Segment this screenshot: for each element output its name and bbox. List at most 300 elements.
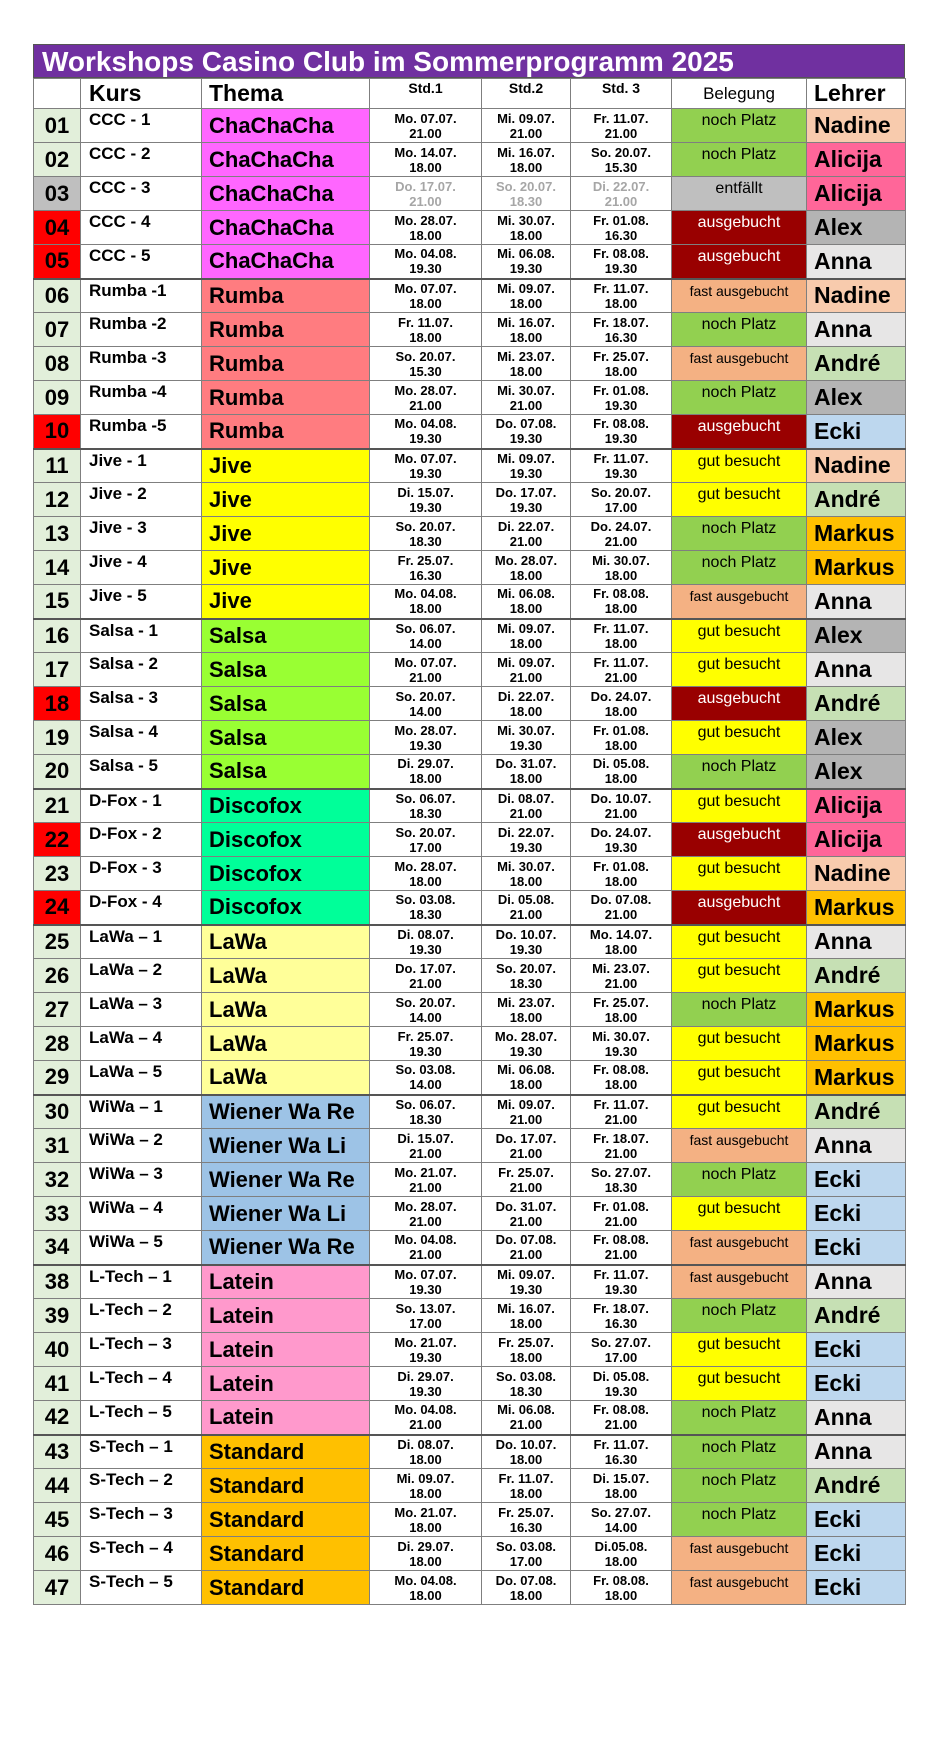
teacher-name: Ecki (807, 1231, 906, 1265)
course-name: WiWa – 1 (81, 1095, 202, 1129)
course-topic: Salsa (202, 619, 370, 653)
course-name: CCC - 1 (81, 109, 202, 143)
course-number: 27 (34, 993, 81, 1027)
session-time: 19.30 (509, 737, 543, 753)
session-2 (482, 619, 571, 653)
teacher-name: Alicija (807, 823, 906, 857)
session-1 (370, 619, 482, 653)
session-date: Di. 22.07. (497, 824, 555, 840)
session-3 (571, 517, 672, 551)
teacher-name: Nadine (807, 449, 906, 483)
table-row (34, 1571, 906, 1605)
table-row (34, 1265, 906, 1299)
booking-status: gut besucht (672, 1197, 807, 1231)
course-name: WiWa – 5 (81, 1231, 202, 1265)
session-time: 21.00 (509, 1247, 543, 1263)
session-2 (482, 1061, 571, 1095)
session-1 (370, 925, 482, 959)
session-time: 18.30 (604, 1179, 638, 1195)
session-time: 21.00 (604, 805, 638, 821)
course-topic: Rumba (202, 347, 370, 381)
course-number: 18 (34, 687, 81, 721)
course-name: L-Tech – 5 (81, 1401, 202, 1435)
session-time: 18.00 (509, 295, 543, 311)
table-row (34, 1537, 906, 1571)
session-time: 18.00 (509, 601, 543, 617)
course-topic: LaWa (202, 959, 370, 993)
session-1 (370, 517, 482, 551)
table-row (34, 1061, 906, 1095)
session-time: 18.00 (509, 771, 543, 787)
course-name: L-Tech – 1 (81, 1265, 202, 1299)
teacher-name: Ecki (807, 1163, 906, 1197)
session-date: Fr. 01.08. (593, 382, 649, 398)
course-topic: Discofox (202, 823, 370, 857)
session-date: Fr. 18.07. (593, 1300, 649, 1316)
booking-status: noch Platz (672, 551, 807, 585)
session-2 (482, 143, 571, 177)
course-number: 16 (34, 619, 81, 653)
session-time: 21.00 (509, 907, 543, 923)
session-2 (482, 891, 571, 925)
session-date: So. 13.07. (395, 1300, 456, 1316)
session-date: Mo. 07.07. (394, 110, 457, 126)
session-2 (482, 1095, 571, 1129)
course-number: 22 (34, 823, 81, 857)
session-2 (482, 1503, 571, 1537)
table-row (34, 245, 906, 279)
teacher-name: Alex (807, 721, 906, 755)
session-time: 21.00 (509, 805, 543, 821)
session-date: Di. 22.07. (497, 688, 555, 704)
session-date: So. 20.07. (395, 518, 456, 534)
booking-status: entfällt (672, 177, 807, 211)
course-name: L-Tech – 2 (81, 1299, 202, 1333)
session-date: Do. 07.08. (495, 1232, 557, 1248)
teacher-name: André (807, 959, 906, 993)
session-date: Fr. 11.07. (593, 620, 649, 636)
session-time: 17.00 (509, 1553, 543, 1569)
session-time: 19.30 (409, 465, 442, 481)
course-number: 12 (34, 483, 81, 517)
session-date: Mo. 04.08. (394, 586, 457, 602)
session-time: 21.00 (604, 1111, 638, 1127)
course-number: 19 (34, 721, 81, 755)
session-date: Mi. 30.07. (592, 552, 650, 568)
booking-status: gut besucht (672, 1027, 807, 1061)
session-date: Mi. 30.07. (497, 382, 555, 398)
course-name: D-Fox - 4 (81, 891, 202, 925)
session-date: Mo. 28.07. (494, 1028, 558, 1044)
course-number: 38 (34, 1265, 81, 1299)
session-3 (571, 1435, 672, 1469)
session-3 (571, 1367, 672, 1401)
session-time: 21.00 (604, 1145, 638, 1161)
teacher-name: Markus (807, 1027, 906, 1061)
session-3 (571, 993, 672, 1027)
session-2 (482, 823, 571, 857)
session-2 (482, 1231, 571, 1265)
session-3 (571, 1061, 672, 1095)
teacher-name: Ecki (807, 1537, 906, 1571)
table-row (34, 177, 906, 211)
session-2 (482, 687, 571, 721)
session-time: 18.00 (604, 873, 638, 889)
session-3 (571, 313, 672, 347)
booking-status: gut besucht (672, 449, 807, 483)
session-1 (370, 109, 482, 143)
session-time: 16.30 (604, 329, 638, 345)
session-date: Do. 31.07. (495, 1198, 557, 1214)
session-time: 18.00 (604, 601, 638, 617)
course-name: Salsa - 2 (81, 653, 202, 687)
table-row (34, 143, 906, 177)
session-date: Fr. 11.07. (593, 654, 649, 670)
session-1 (370, 891, 482, 925)
session-date: Do. 24.07. (590, 688, 652, 704)
session-1 (370, 1469, 482, 1503)
teacher-name: André (807, 687, 906, 721)
session-time: 18.00 (509, 1009, 543, 1025)
booking-status: ausgebucht (672, 823, 807, 857)
session-time: 18.00 (604, 737, 638, 753)
session-2 (482, 245, 571, 279)
course-topic: Jive (202, 551, 370, 585)
session-time: 19.30 (409, 1281, 442, 1297)
session-date: Mi. 16.07. (497, 1300, 555, 1316)
session-date: Fr. 11.07. (593, 110, 649, 126)
session-time: 19.30 (509, 839, 543, 855)
booking-status: noch Platz (672, 313, 807, 347)
session-3 (571, 1299, 672, 1333)
course-name: S-Tech – 3 (81, 1503, 202, 1537)
booking-status: noch Platz (672, 517, 807, 551)
session-date: Do. 07.08. (495, 416, 557, 432)
session-date: So. 20.07. (591, 144, 651, 160)
session-date: Di. 05.08. (497, 892, 555, 908)
course-topic: Latein (202, 1299, 370, 1333)
teacher-name: Alex (807, 211, 906, 245)
teacher-name: Ecki (807, 1503, 906, 1537)
session-date: So. 03.08. (496, 1538, 556, 1554)
session-time: 19.30 (509, 1043, 543, 1059)
session-3 (571, 857, 672, 891)
table-row (34, 1095, 906, 1129)
session-date: Mi. 09.07. (497, 654, 555, 670)
session-2 (482, 177, 571, 211)
session-time: 18.00 (409, 295, 442, 311)
teacher-name: André (807, 483, 906, 517)
course-name: S-Tech – 1 (81, 1435, 202, 1469)
session-3 (571, 143, 672, 177)
session-3 (571, 721, 672, 755)
workshop-schedule-sheet (33, 44, 905, 1605)
session-date: Mi. 06.08. (497, 1402, 555, 1418)
course-number: 23 (34, 857, 81, 891)
schedule-table (33, 78, 906, 1605)
session-3 (571, 891, 672, 925)
session-3 (571, 687, 672, 721)
session-date: Mi. 16.07. (497, 314, 555, 330)
course-name: CCC - 4 (81, 211, 202, 245)
teacher-name: Markus (807, 517, 906, 551)
session-time: 21.00 (409, 1145, 442, 1161)
session-date: Mo. 14.07. (394, 144, 457, 160)
session-1 (370, 1061, 482, 1095)
session-1 (370, 1027, 482, 1061)
teacher-name: André (807, 1299, 906, 1333)
session-1 (370, 449, 482, 483)
session-date: Di. 08.07. (497, 790, 555, 806)
course-topic: Jive (202, 483, 370, 517)
session-3 (571, 1095, 672, 1129)
session-time: 18.00 (509, 1315, 543, 1331)
course-number: 17 (34, 653, 81, 687)
header-std2: Std.2 (482, 79, 571, 109)
course-name: Salsa - 1 (81, 619, 202, 653)
course-number: 07 (34, 313, 81, 347)
session-date: Do. 17.07. (395, 178, 456, 194)
session-3 (571, 1571, 672, 1605)
session-date: Di. 29.07. (397, 1368, 454, 1384)
session-time: 16.30 (409, 567, 442, 583)
session-time: 14.00 (409, 1009, 442, 1025)
session-time: 18.00 (509, 567, 543, 583)
session-date: So. 27.07. (591, 1164, 651, 1180)
teacher-name: Markus (807, 1061, 906, 1095)
session-time: 14.00 (604, 1519, 638, 1535)
session-time: 21.00 (409, 193, 442, 209)
table-row (34, 653, 906, 687)
session-time: 18.00 (409, 601, 442, 617)
session-1 (370, 279, 482, 313)
session-2 (482, 1435, 571, 1469)
booking-status: gut besucht (672, 1061, 807, 1095)
session-1 (370, 1435, 482, 1469)
session-2 (482, 415, 571, 449)
session-date: So. 20.07. (496, 960, 556, 976)
header-nr (34, 79, 81, 109)
session-time: 19.30 (409, 1383, 442, 1399)
course-topic: ChaChaCha (202, 109, 370, 143)
course-topic: Standard (202, 1469, 370, 1503)
table-row (34, 1299, 906, 1333)
teacher-name: Alex (807, 619, 906, 653)
session-3 (571, 925, 672, 959)
session-1 (370, 585, 482, 619)
session-date: Fr. 18.07. (593, 1130, 649, 1146)
course-number: 02 (34, 143, 81, 177)
session-date: Di. 22.07. (592, 178, 650, 194)
table-row (34, 279, 906, 313)
session-date: Mo. 07.07. (394, 654, 457, 670)
session-date: Fr. 11.07. (593, 1436, 649, 1452)
session-date: So. 06.07. (395, 790, 456, 806)
session-date: Do. 07.08. (590, 892, 652, 908)
session-1 (370, 1333, 482, 1367)
teacher-name: Ecki (807, 1571, 906, 1605)
course-topic: Rumba (202, 415, 370, 449)
session-time: 18.00 (604, 1587, 638, 1603)
session-date: Mo. 04.08. (394, 246, 457, 262)
session-1 (370, 551, 482, 585)
session-3 (571, 1129, 672, 1163)
session-date: Mi. 09.07. (497, 620, 555, 636)
session-1 (370, 1401, 482, 1435)
teacher-name: André (807, 1469, 906, 1503)
booking-status: noch Platz (672, 1435, 807, 1469)
session-time: 19.30 (409, 737, 442, 753)
session-1 (370, 143, 482, 177)
session-date: So. 20.07. (395, 994, 456, 1010)
session-date: Fr. 18.07. (593, 314, 649, 330)
booking-status: fast ausgebucht (672, 1571, 807, 1605)
session-time: 18.00 (509, 1077, 543, 1093)
session-date: Do. 10.07. (495, 926, 557, 942)
session-2 (482, 1367, 571, 1401)
session-time: 18.00 (604, 703, 638, 719)
session-time: 18.30 (409, 907, 442, 923)
session-time: 18.30 (509, 975, 543, 991)
session-time: 15.30 (409, 363, 442, 379)
session-time: 19.30 (604, 431, 638, 447)
session-3 (571, 653, 672, 687)
session-time: 21.00 (509, 397, 543, 413)
session-date: Do. 17.07. (495, 1130, 557, 1146)
session-date: Di. 08.07. (397, 926, 454, 942)
session-time: 18.00 (509, 1587, 543, 1603)
session-time: 19.30 (409, 431, 442, 447)
session-time: 18.00 (509, 1349, 543, 1365)
booking-status: gut besucht (672, 959, 807, 993)
session-time: 14.00 (409, 703, 442, 719)
course-number: 46 (34, 1537, 81, 1571)
course-number: 40 (34, 1333, 81, 1367)
session-date: So. 03.08. (496, 1368, 556, 1384)
course-topic: LaWa (202, 1061, 370, 1095)
session-2 (482, 313, 571, 347)
course-number: 05 (34, 245, 81, 279)
session-date: Mo. 04.08. (394, 1232, 457, 1248)
session-date: Mo. 28.07. (494, 552, 558, 568)
session-2 (482, 585, 571, 619)
session-date: Fr. 01.08. (593, 1198, 649, 1214)
table-row (34, 585, 906, 619)
session-time: 18.00 (509, 703, 543, 719)
course-topic: Jive (202, 449, 370, 483)
session-date: Do. 10.07. (495, 1436, 557, 1452)
course-name: CCC - 3 (81, 177, 202, 211)
session-time: 18.00 (509, 159, 543, 175)
session-time: 16.30 (604, 1451, 638, 1467)
course-topic: Latein (202, 1367, 370, 1401)
table-row (34, 1231, 906, 1265)
session-time: 19.30 (604, 1043, 638, 1059)
course-name: L-Tech – 4 (81, 1367, 202, 1401)
session-1 (370, 1163, 482, 1197)
session-1 (370, 1265, 482, 1299)
session-date: Di. 05.08. (592, 756, 650, 772)
table-row (34, 1367, 906, 1401)
teacher-name: Anna (807, 925, 906, 959)
header-std3: Std. 3 (571, 79, 672, 109)
table-row (34, 415, 906, 449)
booking-status: fast ausgebucht (672, 279, 807, 313)
course-name: Salsa - 4 (81, 721, 202, 755)
course-topic: Rumba (202, 279, 370, 313)
session-1 (370, 1537, 482, 1571)
table-row (34, 347, 906, 381)
header-std1: Std.1 (370, 79, 482, 109)
session-1 (370, 823, 482, 857)
session-date: So. 03.08. (395, 892, 456, 908)
session-time: 21.00 (509, 1213, 543, 1229)
session-date: Fr. 08.08. (593, 1402, 649, 1418)
course-topic: Standard (202, 1435, 370, 1469)
table-row (34, 789, 906, 823)
session-date: So. 20.07. (591, 484, 651, 500)
session-date: Fr. 08.08. (593, 1232, 649, 1248)
session-time: 18.30 (409, 533, 442, 549)
session-date: Do. 24.07. (590, 518, 652, 534)
session-date: Fr. 08.08. (593, 1062, 649, 1078)
session-1 (370, 381, 482, 415)
session-date: Di.05.08. (594, 1538, 648, 1554)
course-topic: Latein (202, 1401, 370, 1435)
session-date: Fr. 25.07. (593, 348, 649, 364)
session-2 (482, 1333, 571, 1367)
table-row (34, 721, 906, 755)
session-date: Mo. 28.07. (394, 858, 457, 874)
teacher-name: Ecki (807, 1333, 906, 1367)
session-3 (571, 823, 672, 857)
course-name: Jive - 4 (81, 551, 202, 585)
course-topic: Discofox (202, 857, 370, 891)
session-3 (571, 1469, 672, 1503)
session-date: Fr. 08.08. (593, 416, 649, 432)
table-row (34, 517, 906, 551)
teacher-name: Alicija (807, 143, 906, 177)
session-1 (370, 1367, 482, 1401)
session-date: So. 06.07. (395, 620, 456, 636)
table-row (34, 1197, 906, 1231)
course-number: 08 (34, 347, 81, 381)
course-number: 30 (34, 1095, 81, 1129)
session-3 (571, 1231, 672, 1265)
session-time: 21.00 (604, 533, 638, 549)
session-time: 18.00 (604, 771, 638, 787)
session-time: 19.30 (509, 465, 543, 481)
session-3 (571, 1537, 672, 1571)
session-time: 17.00 (604, 499, 638, 515)
session-date: Mi. 23.07. (497, 994, 555, 1010)
teacher-name: Anna (807, 1129, 906, 1163)
course-name: LaWa – 5 (81, 1061, 202, 1095)
session-time: 18.00 (604, 567, 638, 583)
course-name: Jive - 3 (81, 517, 202, 551)
booking-status: noch Platz (672, 1503, 807, 1537)
session-3 (571, 1265, 672, 1299)
session-time: 18.00 (409, 771, 442, 787)
session-time: 19.30 (604, 1281, 638, 1297)
course-topic: Standard (202, 1571, 370, 1605)
session-time: 17.00 (604, 1349, 638, 1365)
session-time: 19.30 (509, 941, 543, 957)
session-date: Fr. 25.07. (397, 552, 454, 568)
session-date: Mi. 06.08. (497, 1062, 555, 1078)
session-1 (370, 211, 482, 245)
session-time: 21.00 (509, 533, 543, 549)
